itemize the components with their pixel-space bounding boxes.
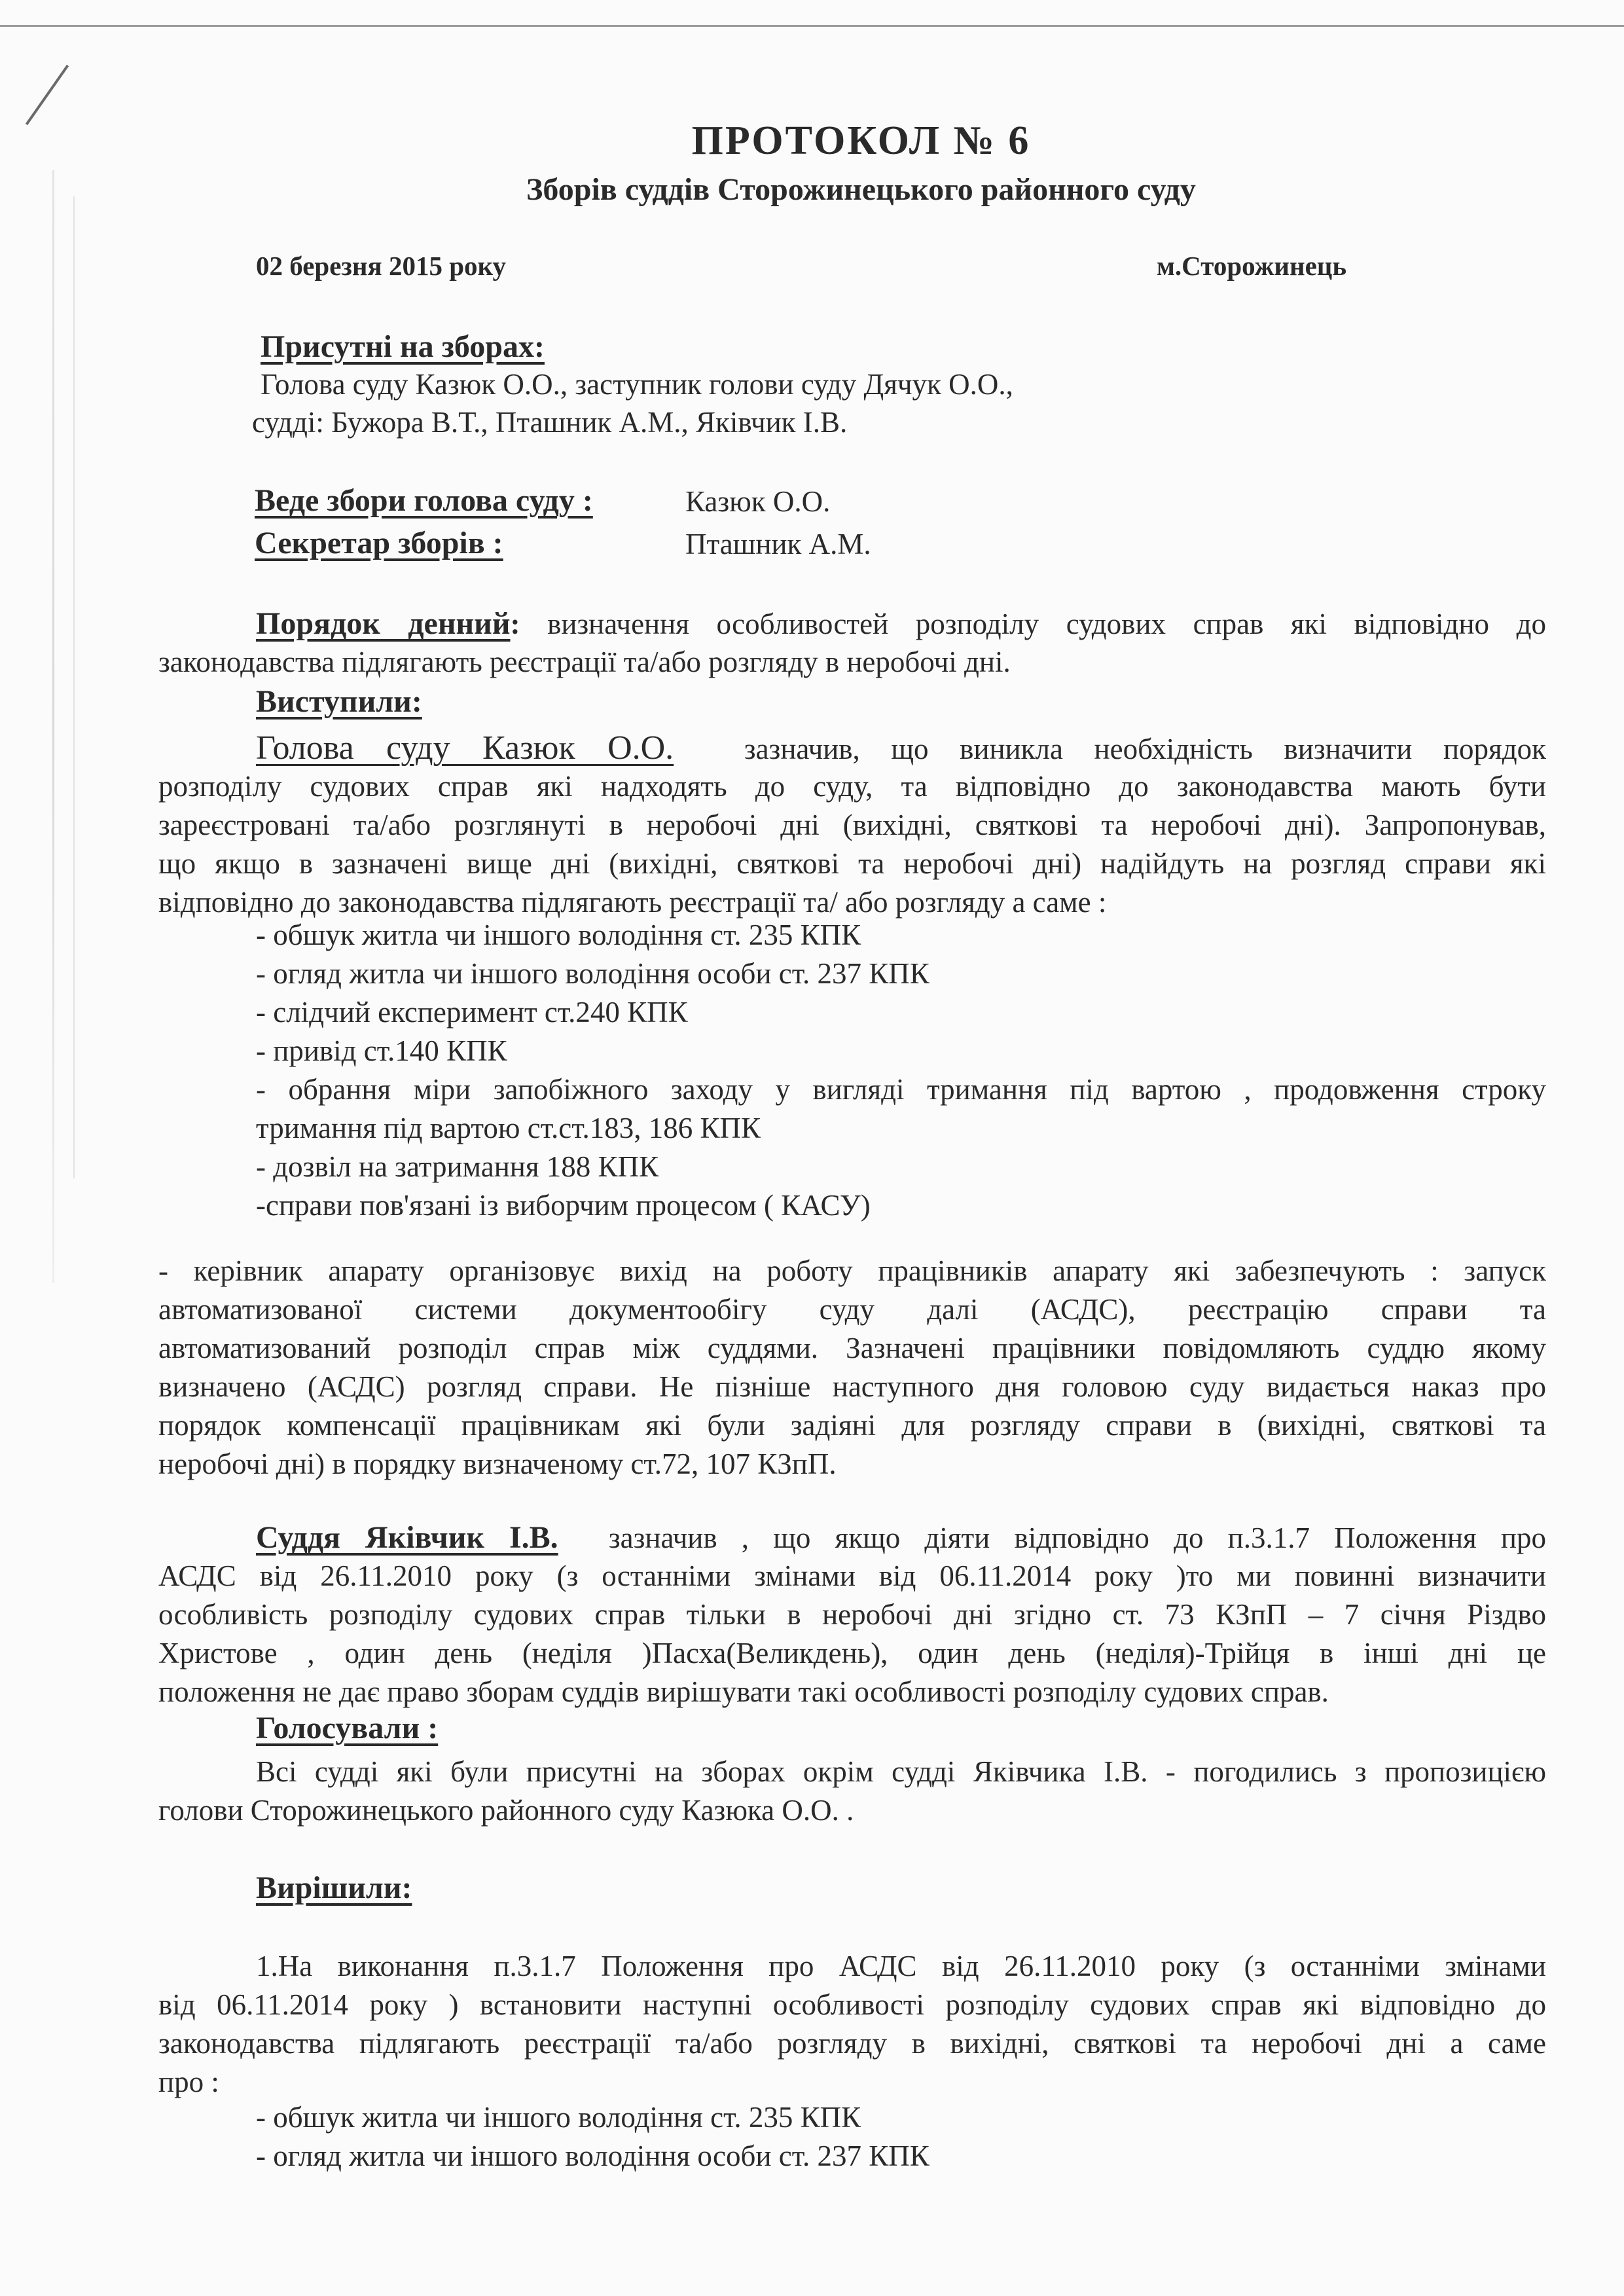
speaker-name: Голова суду Казюк О.О. [256,729,674,767]
speech-judge [158,1518,1546,1711]
agenda-label: Порядок денний [256,606,511,641]
paragraph-line: положення не дає право зборам суддів вирішувати такі особливості розподілу судових справ. [158,1675,1329,1708]
paragraph-line [158,729,1546,767]
staff-paragraph [158,1252,1546,1484]
paragraph-line: від 06.11.2014 року ) встановити наступні особливості розподілу судових справ які відповідно до [158,1988,1546,2021]
agenda-colon: : [510,608,520,640]
paragraph-line: Христове , один день (неділя )Пасха(Великдень), один день (неділя)-Трійця в інші дні це [158,1637,1546,1669]
secretary-label: Секретар зборів : [255,526,503,560]
paragraph-line: - керівник апарату організовує вихід на роботу працівників апарату які забезпечують : запуск [158,1254,1546,1287]
spoke-heading: Виступили: [256,684,422,719]
paragraph-line: розподілу судових справ які надходять до суду, та відповідно до законодавства мають бути [158,770,1546,803]
speech-text: зазначив, що виникла необхідність визначити порядок [744,733,1546,765]
paragraph-line: 1.На виконання п.3.1.7 Положення про АСДС від 26.11.2010 року (з останніми змінами [256,1950,1546,1982]
paragraph-line: відповідно до законодавства підлягають реєстрації та/ або розгляду а саме : [158,886,1107,919]
paragraph-line: що якщо в зазначені вище дні (вихідні, святкові та неробочі дні) надійдуть на розгляд справи які [158,847,1546,880]
present-line: Голова суду Казюк О.О., заступник голови суду Дячук О.О., [261,368,1013,401]
agenda-text: визначення особливостей розподілу судових справ які відповідно до [547,608,1547,640]
paragraph-line: законодавства підлягають реєстрації та/або розгляду в неробочі дні. [158,646,1011,678]
paragraph-line [158,604,1546,643]
present-heading: Присутні на зборах: [261,329,545,364]
document-subtitle: Зборів суддів Сторожинецького районного суду [526,172,1196,207]
list-item: тримання під вартою ст.ст.183, 186 КПК [256,1112,761,1144]
voted-heading: Голосували : [256,1711,439,1745]
list-item: - огляд житла чи іншого володіння особи ст. 237 КПК [256,2140,929,2172]
list-item: -справи пов'язані із виборчим процесом ( КАСУ) [256,1189,871,1222]
paragraph-line: неробочі дні) в порядку визначеному ст.72, 107 КЗпП. [158,1448,837,1480]
present-line: судді: Бужора В.Т., Пташник А.М., Яківчик І.В. [252,406,848,439]
paragraph-line: про : [158,2066,219,2098]
scan-artifact [52,170,54,1283]
speech-text: зазначив , що якщо діяти відповідно до п.3.1.7 Положення про [608,1522,1546,1554]
speech-chair [158,729,1546,922]
decision-paragraph [158,1947,1546,2102]
document-title: ПРОТОКОЛ № 6 [691,118,1031,163]
decision-list [256,2098,1546,2176]
chair-label: Веде збори голова суду : [255,483,593,518]
scan-artifact [73,196,75,1178]
case-type-list [256,916,1546,1225]
paragraph-line: визначено (АСДС) розгляд справи. Не пізніше наступного дня головою суду видається наказ про [158,1370,1546,1403]
paragraph-line: АСДС від 26.11.2010 року (з останніми змінами від 06.11.2014 року )то ми повинні визначити [158,1559,1546,1592]
paragraph-line: голови Сторожинецького районного суду Казюка О.О. . [158,1794,854,1827]
list-item: - обшук житла чи іншого володіння ст. 235 КПК [256,2101,861,2134]
list-item: - обрання міри запобіжного заходу у вигляді тримання під вартою , продовження строку [256,1073,1546,1106]
scan-top-edge [0,25,1624,27]
decided-heading: Вирішили: [256,1870,412,1905]
paragraph-line [158,1518,1546,1557]
speaker-name: Суддя Яківчик І.В. [256,1520,558,1555]
paragraph-line: зареєстровані та/або розглянуті в неробочі дні (вихідні, святкові та неробочі дні). Запропонував, [158,809,1546,841]
list-item: - слідчий експеримент ст.240 КПК [256,996,688,1029]
list-item: - огляд житла чи іншого володіння особи ст. 237 КПК [256,957,929,990]
paragraph-line: автоматизованої системи документообігу суду далі (АСДС), реєстрацію справи та [158,1293,1546,1326]
paragraph-line: автоматизований розподіл справ між суддями. Зазначені працівники повідомляють суддю якому [158,1332,1546,1364]
vote-paragraph [158,1753,1546,1830]
paragraph-line: порядок компенсації працівникам які були задіяні для розгляду справи в (вихідні, святкові та [158,1409,1546,1442]
meeting-place: м.Сторожинець [1157,251,1347,281]
list-item: - дозвіл на затримання 188 КПК [256,1150,659,1183]
paragraph-line: законодавства підлягають реєстрації та/або розгляду в вихідні, святкові та неробочі дні а саме [158,2027,1546,2060]
meeting-date: 02 березня 2015 року [256,251,507,281]
secretary-value: Пташник А.М. [685,528,871,560]
paragraph-line: Всі судді які були присутні на зборах окрім судді Яківчика І.В. - погодились з пропозицією [256,1755,1546,1788]
chair-value: Казюк О.О. [685,485,831,518]
list-item: - обшук житла чи іншого володіння ст. 235 КПК [256,919,861,951]
pen-mark [26,65,69,125]
agenda-paragraph [158,604,1546,682]
paragraph-line: особливість розподілу судових справ тільки в неробочі дні згідно ст. 73 КЗпП – 7 січня Різдво [158,1598,1546,1631]
list-item: - привід ст.140 КПК [256,1034,507,1067]
